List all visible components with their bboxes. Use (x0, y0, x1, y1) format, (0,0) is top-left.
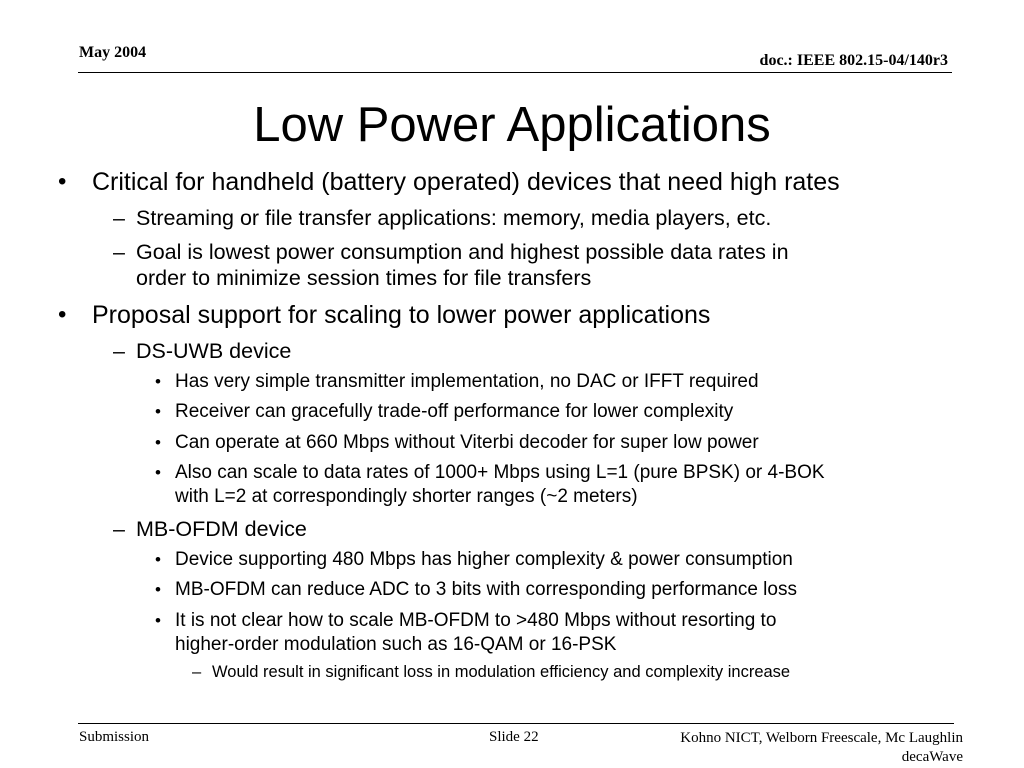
mb-ofdm-item: It is not clear how to scale MB-OFDM to >480 Mbps without resorting to (175, 610, 777, 631)
footer-authors-line1: Kohno NICT, Welborn Freescale, Mc Laughlin (680, 730, 963, 746)
dash-marker: – (113, 339, 125, 363)
dash-marker: – (192, 663, 202, 681)
dot-marker: • (155, 463, 161, 482)
dot-marker: • (155, 402, 161, 421)
ds-uwb-item: Also can scale to data rates of 1000+ Mbps using L=1 (pure BPSK) or 4-BOK (175, 462, 825, 483)
header-divider (78, 72, 952, 73)
dot-marker: • (155, 550, 161, 569)
header-doc-id: doc.: IEEE 802.15-04/140r3 (759, 52, 948, 69)
bullet-marker: • (58, 168, 67, 195)
sub-bullet-streaming: Streaming or file transfer applications: memory, media players, etc. (136, 206, 772, 230)
dash-marker: – (113, 517, 125, 541)
mb-ofdm-item: MB-OFDM can reduce ADC to 3 bits with corresponding performance loss (175, 579, 797, 600)
dot-marker: • (155, 372, 161, 391)
bullet-critical-handheld: Critical for handheld (battery operated) devices that need high rates (92, 168, 840, 196)
dash-marker: – (113, 240, 125, 264)
sub-bullet-goal-line1: Goal is lowest power consumption and highest possible data rates in (136, 240, 789, 264)
sub-bullet-ds-uwb: DS-UWB device (136, 339, 292, 363)
dot-marker: • (155, 433, 161, 452)
ds-uwb-item: Receiver can gracefully trade-off performance for lower complexity (175, 401, 734, 422)
dot-marker: • (155, 611, 161, 630)
bullet-marker: • (58, 301, 67, 328)
footer-divider (78, 723, 954, 724)
footer-slide-number: Slide 22 (489, 729, 539, 745)
slide-title: Low Power Applications (253, 98, 771, 152)
sub-bullet-mb-ofdm: MB-OFDM device (136, 517, 307, 541)
ds-uwb-item-line2: with L=2 at correspondingly shorter ranges (~2 meters) (175, 486, 638, 507)
header-date: May 2004 (79, 44, 147, 61)
footer-authors (680, 729, 963, 767)
footer-authors-line2: decaWave (901, 749, 963, 765)
sub-bullet-goal-line2: order to minimize session times for file transfers (136, 266, 592, 290)
dash-marker: – (113, 206, 125, 230)
footer-submission: Submission (79, 729, 150, 745)
ds-uwb-item: Can operate at 660 Mbps without Viterbi decoder for super low power (175, 432, 759, 453)
mb-ofdm-item-line2: higher-order modulation such as 16-QAM or 16-PSK (175, 634, 617, 655)
bullet-proposal-scaling: Proposal support for scaling to lower power applications (92, 301, 711, 329)
mb-ofdm-item: Device supporting 480 Mbps has higher complexity & power consumption (175, 549, 793, 570)
mb-ofdm-sub-item: Would result in significant loss in modulation efficiency and complexity increase (212, 663, 791, 681)
ds-uwb-item: Has very simple transmitter implementation, no DAC or IFFT required (175, 371, 759, 392)
dot-marker: • (155, 580, 161, 599)
